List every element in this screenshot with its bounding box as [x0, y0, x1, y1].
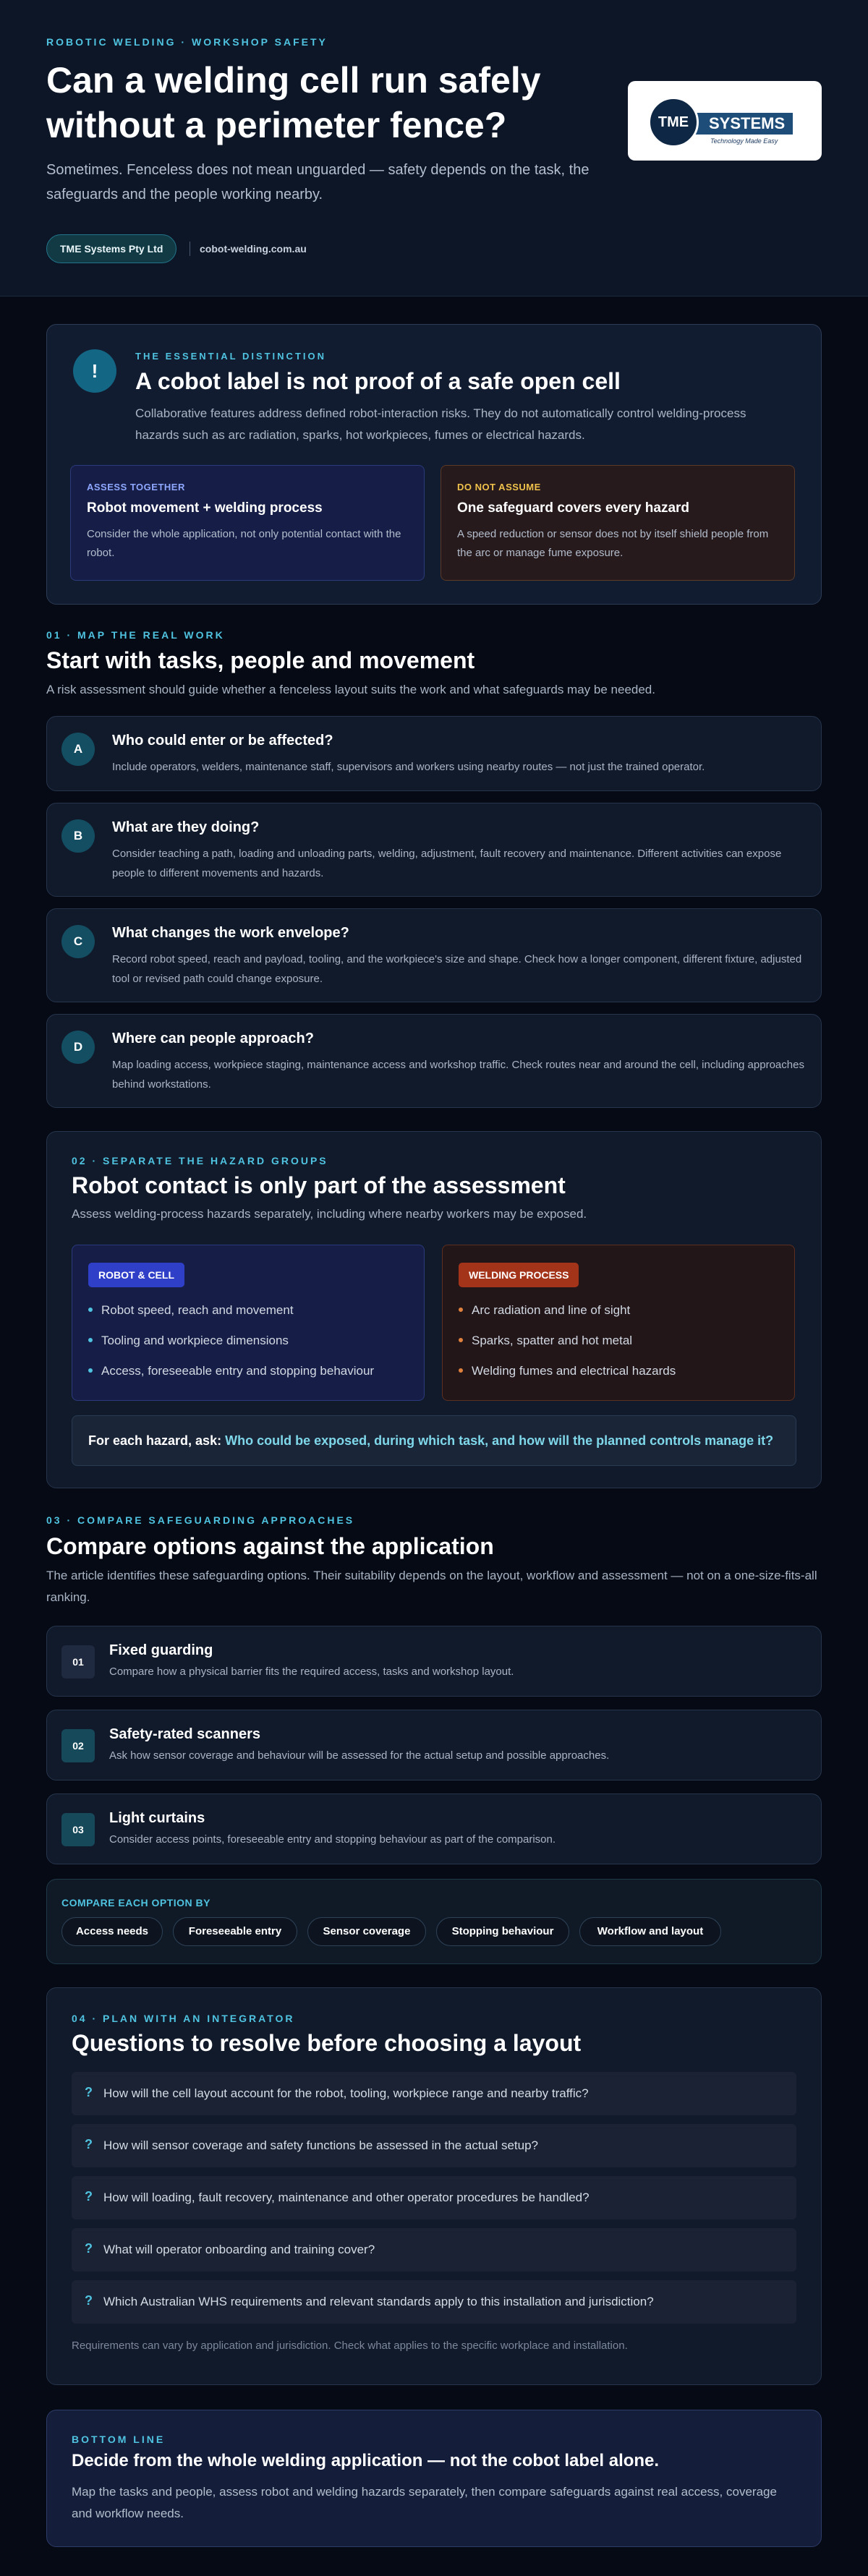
- map-intro: A risk assessment should guide whether a fenceless layout suits the work and what safeguards may be needed.: [46, 683, 655, 696]
- hazards-intro: Assess welding-process hazards separately, including where nearby workers may be exposed.: [72, 1207, 587, 1221]
- task-title: What are they doing?: [112, 819, 260, 835]
- plan-title: Questions to resolve before choosing a layout: [72, 2030, 582, 2056]
- task-badge: A: [61, 733, 95, 766]
- distinction-card: [46, 324, 822, 605]
- hazard-groups-card: [46, 1131, 822, 1488]
- task-title: Who could enter or be affected?: [112, 733, 333, 749]
- map-title: Start with tasks, people and movement: [46, 647, 475, 673]
- hazards-title: Robot contact is only part of the assessment: [72, 1172, 566, 1198]
- bullet-icon: [459, 1338, 463, 1342]
- question-icon: ?: [85, 2085, 93, 2099]
- option-title: Safety-rated scanners: [109, 1726, 260, 1742]
- question-text: Which Australian WHS requirements and relevant standards apply to this installation and jurisdiction?: [103, 2295, 654, 2308]
- list-item-text: Welding fumes and electrical hazards: [472, 1364, 676, 1378]
- question-text: How will sensor coverage and safety functions be assessed in the actual setup?: [103, 2138, 539, 2152]
- criteria-chip: Workflow and layout: [579, 1917, 721, 1946]
- task-body: Consider teaching a path, loading and unloading parts, welding, adjustment, fault recovery and maintenance. Different activities can expose people to different movements and hazards.: [112, 848, 782, 879]
- hazard-question-box: [72, 1415, 796, 1466]
- plan-kicker: 04 · PLAN WITH AN INTEGRATOR: [72, 2013, 295, 2024]
- task-body: Map loading access, workpiece staging, maintenance access and workshop traffic. Check routes near and around the cell, including approaches behind workstations.: [112, 1059, 804, 1091]
- dont-title: One safeguard covers every hazard: [457, 500, 690, 516]
- page-title: Can a welding cell run safely without a perimeter fence?: [46, 60, 541, 145]
- alert-icon: !: [73, 349, 116, 393]
- assess-kicker: ASSESS TOGETHER: [87, 482, 185, 492]
- list-item: [88, 1334, 289, 1348]
- company-logo: [628, 81, 822, 161]
- map-kicker: 01 · MAP THE REAL WORK: [46, 629, 225, 641]
- assess-together-card: [70, 465, 425, 581]
- logo-emblem: TME: [648, 97, 699, 148]
- integrator-plan-card: [46, 1987, 822, 2385]
- bullet-icon: [459, 1368, 463, 1373]
- criteria-chip: Foreseeable entry: [173, 1917, 297, 1946]
- logo-name: SYSTEMS: [709, 114, 786, 132]
- website-domain[interactable]: cobot-welding.com.au: [200, 243, 307, 255]
- option-body: Compare how a physical barrier fits the required access, tasks and workshop layout.: [109, 1666, 514, 1678]
- list-item: [88, 1303, 294, 1318]
- hero-kicker: ROBOTIC WELDING · WORKSHOP SAFETY: [46, 36, 328, 48]
- bullet-icon: [88, 1368, 93, 1373]
- assess-title: Robot movement + welding process: [87, 500, 323, 516]
- list-item-text: Robot speed, reach and movement: [101, 1303, 294, 1317]
- list-item: [459, 1364, 676, 1378]
- task-card-a: [46, 716, 822, 791]
- option-body: Ask how sensor coverage and behaviour will be assessed for the actual setup and possible approaches.: [109, 1749, 610, 1762]
- robot-cell-tag: ROBOT & CELL: [88, 1263, 184, 1287]
- question-text: How will the cell layout account for the robot, tooling, workpiece range and nearby traffic?: [103, 2086, 589, 2100]
- hero-header: [0, 0, 868, 297]
- assess-body: Consider the whole application, not only potential contact with the robot.: [87, 528, 401, 559]
- task-card-d: [46, 1014, 822, 1108]
- bottom-kicker: BOTTOM LINE: [72, 2434, 166, 2445]
- bullet-icon: [88, 1338, 93, 1342]
- ask-question: Who could be exposed, during which task, and how will the planned controls manage it?: [225, 1433, 774, 1448]
- question-item: [72, 2176, 796, 2219]
- task-title: Where can people approach?: [112, 1031, 314, 1046]
- list-item-text: Sparks, spatter and hot metal: [472, 1334, 633, 1347]
- question-icon: ?: [85, 2137, 93, 2151]
- question-item: [72, 2228, 796, 2272]
- option-body: Consider access points, foreseeable entry and stopping behaviour as part of the comparison.: [109, 1833, 556, 1846]
- list-item-text: Access, foreseeable entry and stopping behaviour: [101, 1364, 375, 1378]
- do-not-assume-card: [441, 465, 795, 581]
- compare-kicker: 03 · COMPARE SAFEGUARDING APPROACHES: [46, 1514, 355, 1526]
- option-number: 01: [61, 1645, 95, 1679]
- hazard-question: [88, 1433, 773, 1449]
- bottom-title: Decide from the whole welding application — not the cobot label alone.: [72, 2451, 660, 2470]
- robot-cell-group: [72, 1245, 425, 1401]
- task-card-c: [46, 908, 822, 1002]
- option-title: Fixed guarding: [109, 1642, 213, 1658]
- question-item: [72, 2280, 796, 2324]
- task-badge: D: [61, 1031, 95, 1064]
- question-text: What will operator onboarding and training cover?: [103, 2243, 375, 2256]
- compare-by-label: COMPARE EACH OPTION BY: [61, 1897, 210, 1908]
- task-badge: C: [61, 925, 95, 958]
- page-subtitle: Sometimes. Fenceless does not mean unguarded — safety depends on the task, the safeguards and the people working nearby.: [46, 162, 590, 202]
- option-fixed-guarding: [46, 1626, 822, 1697]
- ask-label: For each hazard, ask:: [88, 1433, 222, 1448]
- jurisdiction-note: Requirements can vary by application and jurisdiction. Check what applies to the specific workplace and installation.: [72, 2340, 628, 2352]
- option-number: 02: [61, 1729, 95, 1762]
- criteria-chip: Access needs: [61, 1917, 163, 1946]
- bottom-body: Map the tasks and people, assess robot and welding hazards separately, then compare safeguards against real access, coverage and workflow needs.: [72, 2485, 777, 2520]
- task-badge: B: [61, 819, 95, 853]
- hazards-kicker: 02 · SEPARATE THE HAZARD GROUPS: [72, 1155, 328, 1167]
- question-icon: ?: [85, 2241, 93, 2256]
- bottom-line-card: [46, 2410, 822, 2547]
- option-title: Light curtains: [109, 1810, 205, 1826]
- option-safety-scanners: [46, 1710, 822, 1780]
- distinction-kicker: THE ESSENTIAL DISTINCTION: [135, 351, 326, 362]
- compare-intro: The article identifies these safeguarding options. Their suitability depends on the layout, workflow and assessment — not on a one-size-fits-all ranking.: [46, 1569, 817, 1604]
- list-item: [88, 1364, 374, 1378]
- compare-criteria-card: [46, 1879, 822, 1964]
- company-badge: TME Systems Pty Ltd: [46, 234, 176, 263]
- distinction-title: A cobot label is not proof of a safe open cell: [135, 368, 621, 394]
- bullet-icon: [459, 1308, 463, 1312]
- dont-body: A speed reduction or sensor does not by itself shield people from the arc or manage fume exposure.: [457, 528, 769, 559]
- welding-process-group: [442, 1245, 795, 1401]
- option-number: 03: [61, 1813, 95, 1846]
- criteria-chip: Stopping behaviour: [436, 1917, 569, 1946]
- list-item-text: Arc radiation and line of sight: [472, 1303, 631, 1317]
- compare-title: Compare options against the application: [46, 1533, 494, 1559]
- question-text: How will loading, fault recovery, maintenance and other operator procedures be handled?: [103, 2191, 590, 2204]
- question-item: [72, 2072, 796, 2115]
- task-title: What changes the work envelope?: [112, 925, 349, 941]
- logo-tagline: Technology Made Easy: [710, 137, 778, 145]
- task-body: Include operators, welders, maintenance staff, supervisors and workers using nearby routes — not just the trained operator.: [112, 761, 705, 773]
- bullet-icon: [88, 1308, 93, 1312]
- distinction-body: Collaborative features address defined robot-interaction risks. They do not automatically control welding-process hazards such as arc radiation, sparks, hot workpieces, fumes or electrical hazards.: [135, 406, 746, 442]
- task-card-b: [46, 803, 822, 897]
- welding-process-tag: WELDING PROCESS: [459, 1263, 579, 1287]
- question-item: [72, 2124, 796, 2167]
- list-item: [459, 1334, 632, 1348]
- criteria-chip: Sensor coverage: [307, 1917, 426, 1946]
- option-light-curtains: [46, 1794, 822, 1864]
- list-item-text: Tooling and workpiece dimensions: [101, 1334, 289, 1347]
- dont-kicker: DO NOT ASSUME: [457, 482, 541, 492]
- list-item: [459, 1303, 630, 1318]
- question-icon: ?: [85, 2293, 93, 2308]
- task-body: Record robot speed, reach and payload, tooling, and the workpiece's size and shape. Check how a longer component, different fixture, adjusted tool or revised path could change exposure.: [112, 953, 802, 985]
- question-icon: ?: [85, 2189, 93, 2204]
